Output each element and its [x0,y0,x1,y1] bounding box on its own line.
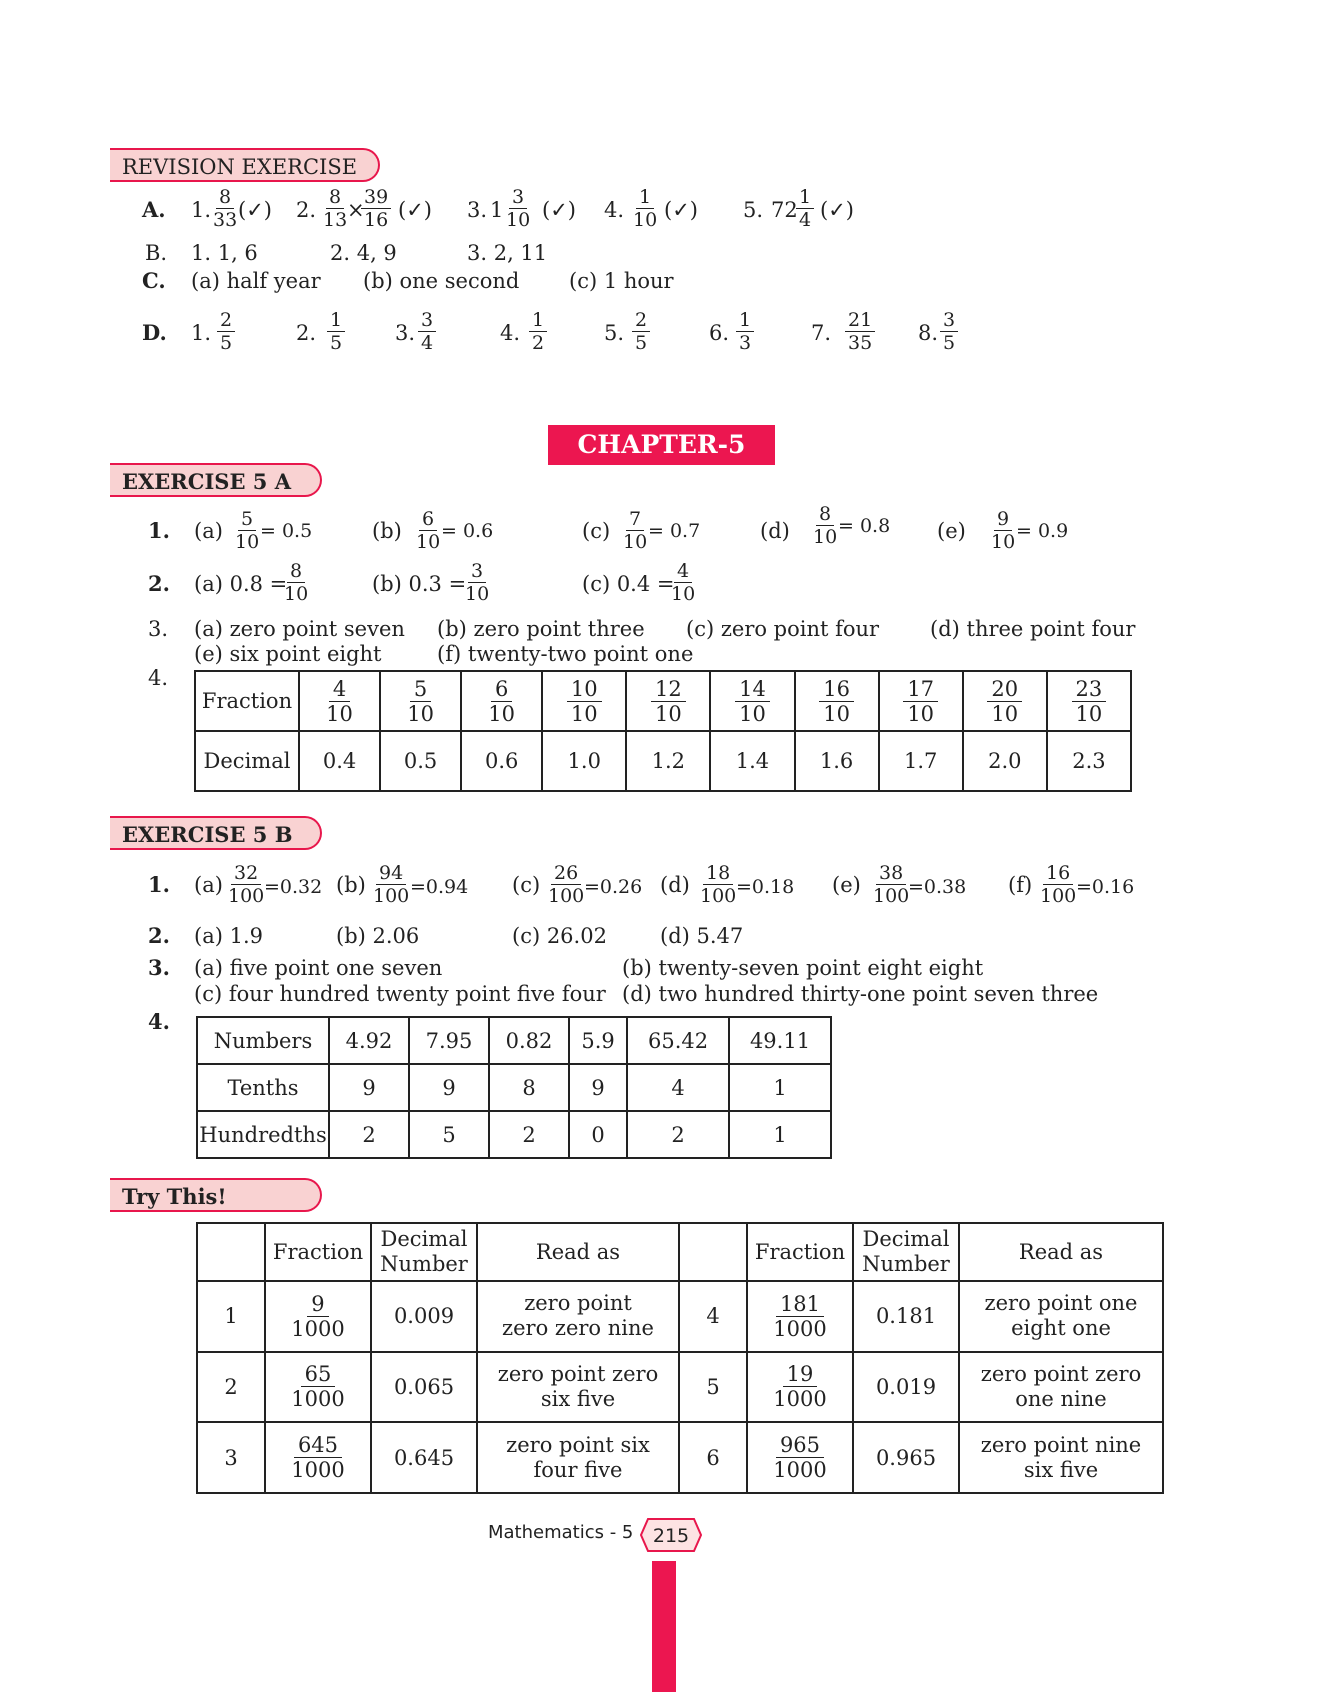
label-A: A. [142,197,166,222]
row-index: 6 [679,1422,747,1493]
q4-num: 4. [148,666,169,690]
a2-num: 2. [296,198,317,222]
b3b: (b) twenty-seven point eight eight [622,956,984,980]
a5-tick: (✓) [820,198,854,222]
readas-cell: zero point nine six five [959,1422,1163,1493]
d5-num: 5. [604,321,625,345]
readas-cell: zero point zero six five [477,1352,679,1423]
pv-header: Numbers [197,1017,329,1064]
try-this-heading: Try This! [110,1178,322,1212]
label-B: B. [145,241,168,265]
fraction-cell: $\frac{65}{1000}$ [265,1352,371,1423]
a4-fraction: 1 10 [633,186,658,231]
b3c: (c) four hundred twenty point five four [194,982,606,1006]
th-blank [679,1223,747,1281]
th-readas: Read as [959,1223,1163,1281]
c-a: (a) half year [191,269,321,293]
dec-cell: 1.6 [795,731,879,791]
dec-cell: 2.3 [1047,731,1131,791]
th-readas: Read as [477,1223,679,1281]
d8-fraction: 3 5 [940,309,958,354]
readas-cell: zero point six four five [477,1422,679,1493]
a4-tick: (✓) [664,198,698,222]
d1-num: 1. [191,321,212,345]
b1-num: 1. [148,872,170,897]
q1a-eq: = 0.5 [260,520,313,542]
q1a-label: (a) [194,519,223,543]
b1a-eq: =0.32 [264,876,323,898]
readas-cell: zero point zero one nine [959,1352,1163,1423]
frac-cell: $\frac{10}{10}$ [542,671,626,731]
pv-cell: 5.9 [569,1017,627,1064]
row-label-decimal: Decimal [195,731,299,791]
c-b: (b) one second [363,269,520,293]
q2a-fraction: 8 10 [284,560,309,605]
row-index: 3 [197,1422,265,1493]
pv-cell: 8 [489,1064,569,1111]
b2-num: 2. [148,923,170,948]
frac-cell: $\frac{5}{10}$ [380,671,461,731]
a3-whole: 1 [490,198,504,222]
q1d-fraction: 8 10 [813,503,838,548]
pv-cell: 4.92 [329,1017,409,1064]
q1e-label: (e) [937,519,966,543]
pv-cell: 4 [627,1064,729,1111]
b2b: (b) 2.06 [336,924,420,948]
pv-cell: 7.95 [409,1017,489,1064]
b1f-eq: =0.16 [1076,876,1135,898]
b3a: (a) five point one seven [194,956,443,980]
readas-cell: zero point zero zero nine [477,1281,679,1352]
d4-num: 4. [500,321,521,345]
b1c-eq: =0.26 [584,876,643,898]
fraction-cell: $\frac{19}{1000}$ [747,1352,853,1423]
q2-num: 2. [148,571,170,596]
label-D: D. [142,320,167,345]
b1b-fraction: 94 100 [373,862,410,907]
pv-cell: 0.82 [489,1017,569,1064]
th-fraction: Fraction [747,1223,853,1281]
fraction-cell: $\frac{965}{1000}$ [747,1422,853,1493]
pv-cell: 1 [729,1111,831,1158]
d6-fraction: 1 3 [736,309,754,354]
pv-header: Tenths [197,1064,329,1111]
d1-fraction: 2 5 [217,309,235,354]
a2-op: × [347,198,365,222]
decimal-cell: 0.019 [853,1352,959,1423]
b1: 1. 1, 6 [191,241,258,265]
q1-num: 1. [148,518,170,543]
b1e-label: (e) [832,873,861,897]
d2-fraction: 1 5 [327,309,345,354]
try-this-table [196,1222,1164,1494]
b1a-label: (a) [194,873,223,897]
dec-cell: 0.4 [299,731,380,791]
dec-cell: 1.4 [710,731,794,791]
dec-cell: 1.0 [542,731,626,791]
frac-cell: $\frac{14}{10}$ [710,671,794,731]
q3b: (b) zero point three [437,617,645,641]
row-index: 2 [197,1352,265,1423]
a5-num: 5. [743,198,764,222]
a3-fraction: 3 10 [506,186,531,231]
th-decimal: Decimal Number [853,1223,959,1281]
d3-fraction: 3 4 [418,309,436,354]
b1e-fraction: 38 100 [873,862,910,907]
b3-num: 3. [148,955,170,980]
q3f: (f) twenty-two point one [437,642,694,666]
a5-fraction: 1 4 [796,186,814,231]
frac-cell: $\frac{23}{10}$ [1047,671,1131,731]
row-label-fraction: Fraction [195,671,299,731]
a5-whole: 72 [771,198,798,222]
b1d-fraction: 18 100 [700,862,737,907]
pv-cell: 2 [329,1111,409,1158]
q1d-label: (d) [760,519,790,543]
frac-cell: $\frac{6}{10}$ [461,671,542,731]
q3-num: 3. [148,617,169,641]
exercise-5a-heading: EXERCISE 5 A [110,463,322,497]
decimal-cell: 0.645 [371,1422,477,1493]
frac-cell: $\frac{16}{10}$ [795,671,879,731]
dec-cell: 1.2 [626,731,710,791]
q1c-eq: = 0.7 [648,520,701,542]
label-C: C. [142,268,166,293]
fraction-cell: $\frac{645}{1000}$ [265,1422,371,1493]
decimal-cell: 0.065 [371,1352,477,1423]
q1a-fraction: 5 10 [235,508,260,553]
decimal-cell: 0.965 [853,1422,959,1493]
q1b-eq: = 0.6 [441,520,494,542]
chapter-heading: CHAPTER-5 [548,425,775,465]
q1e-fraction: 9 10 [991,508,1016,553]
a2-fraction1: 8 13 [323,186,348,231]
b4-num: 4. [148,1009,170,1034]
q2b-fraction: 3 10 [465,560,490,605]
page-number-hexagon [640,1518,702,1552]
d4-fraction: 1 2 [529,309,547,354]
a2-tick: (✓) [398,198,432,222]
q1c-fraction: 7 10 [623,508,648,553]
b1b-label: (b) [336,873,366,897]
q3a: (a) zero point seven [194,617,405,641]
d7-num: 7. [811,321,832,345]
q1b-fraction: 6 10 [416,508,441,553]
row-index: 5 [679,1352,747,1423]
d7-fraction: 21 35 [845,309,875,354]
pv-cell: 9 [329,1064,409,1111]
b2d: (d) 5.47 [660,924,744,948]
b1a-fraction: 32 100 [228,862,265,907]
q2a-label: (a) 0.8 = [194,572,288,596]
pv-cell: 9 [569,1064,627,1111]
dec-cell: 0.6 [461,731,542,791]
pv-cell: 49.11 [729,1017,831,1064]
pv-cell: 9 [409,1064,489,1111]
fraction-decimal-table [194,670,1132,792]
b1e-eq: =0.38 [908,876,967,898]
b3d: (d) two hundred thirty-one point seven three [622,982,1099,1006]
fraction-cell: $\frac{181}{1000}$ [747,1281,853,1352]
b1b-eq: =0.94 [410,876,469,898]
pv-cell: 65.42 [627,1017,729,1064]
pv-cell: 1 [729,1064,831,1111]
b1d-label: (d) [660,873,690,897]
readas-cell: zero point one eight one [959,1281,1163,1352]
q2c-label: (c) 0.4 = [582,572,675,596]
frac-cell: $\frac{4}{10}$ [299,671,380,731]
q1d-eq: = 0.8 [838,515,891,537]
pv-cell: 2 [627,1111,729,1158]
d3-num: 3. [395,321,416,345]
frac-cell: $\frac{17}{10}$ [879,671,963,731]
a1-tick: (✓) [238,198,272,222]
pv-cell: 0 [569,1111,627,1158]
th-blank [197,1223,265,1281]
d8-num: 8. [918,321,939,345]
dec-cell: 0.5 [380,731,461,791]
a1-num: 1. [191,198,212,222]
pv-cell: 5 [409,1111,489,1158]
a2-fraction2: 39 16 [361,186,391,231]
row-index: 1 [197,1281,265,1352]
th-decimal: Decimal Number [371,1223,477,1281]
b1c-label: (c) [512,873,541,897]
decimal-cell: 0.009 [371,1281,477,1352]
page-number: 215 [652,1525,690,1547]
fraction-cell: $\frac{9}{1000}$ [265,1281,371,1352]
c-c: (c) 1 hour [569,269,674,293]
frac-cell: $\frac{12}{10}$ [626,671,710,731]
row-index: 4 [679,1281,747,1352]
b1c-fraction: 26 100 [548,862,585,907]
a3-tick: (✓) [542,198,576,222]
a1-fraction: 8 33 [213,186,238,231]
exercise-5b-heading: EXERCISE 5 B [110,816,322,850]
q3e: (e) six point eight [194,642,382,666]
pv-cell: 2 [489,1111,569,1158]
q1b-label: (b) [372,519,402,543]
q3d: (d) three point four [930,617,1136,641]
b2c: (c) 26.02 [512,924,607,948]
revision-exercise-heading: REVISION EXERCISE [110,148,380,182]
decorative-bar [652,1561,676,1692]
d5-fraction: 2 5 [632,309,650,354]
footer-subject: Mathematics - 5 [488,1522,634,1543]
dec-cell: 2.0 [963,731,1047,791]
a4-num: 4. [604,198,625,222]
q2c-fraction: 4 10 [671,560,696,605]
frac-cell: $\frac{20}{10}$ [963,671,1047,731]
q1c-label: (c) [582,519,611,543]
decimal-cell: 0.181 [853,1281,959,1352]
th-fraction: Fraction [265,1223,371,1281]
d2-num: 2. [296,321,317,345]
place-value-table [196,1016,832,1159]
pv-header: Hundredths [197,1111,329,1158]
dec-cell: 1.7 [879,731,963,791]
q1e-eq: = 0.9 [1016,520,1069,542]
b3: 3. 2, 11 [467,241,548,265]
q3c: (c) zero point four [686,617,880,641]
b1f-label: (f) [1008,873,1033,897]
b2a: (a) 1.9 [194,924,263,948]
b1d-eq: =0.18 [736,876,795,898]
d6-num: 6. [709,321,730,345]
q2b-label: (b) 0.3 = [372,572,467,596]
b1f-fraction: 16 100 [1040,862,1077,907]
b2: 2. 4, 9 [330,241,397,265]
a3-num: 3. [467,198,488,222]
